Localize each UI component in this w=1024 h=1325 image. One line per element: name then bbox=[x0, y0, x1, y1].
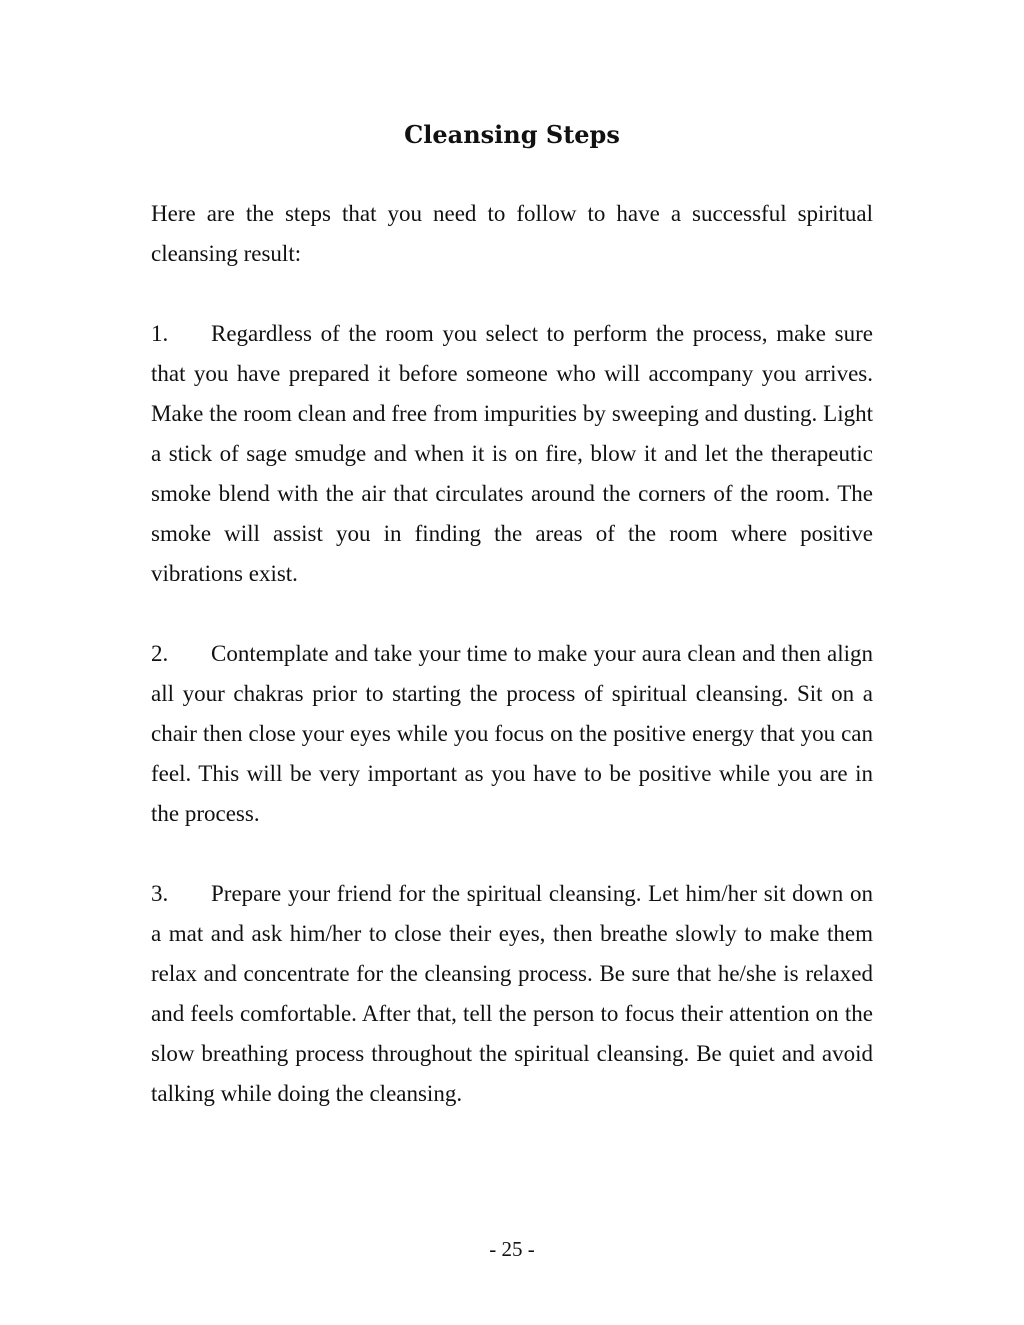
intro-paragraph: Here are the steps that you need to follow to have a successful spiritual cleansing result: bbox=[151, 201, 873, 266]
step-item-3 bbox=[151, 874, 873, 1114]
step-number: 1. bbox=[151, 321, 169, 346]
step-item-1 bbox=[151, 314, 873, 594]
step-text: Prepare your friend for the spiritual cleansing. Let him/her sit down on a mat and ask him/her to close their eyes, then breathe slowly to make them relax and concentrate for the cleansing process. Be sure that he/she is relaxed and feels comfortable. After that, tell the person to focus their attention on the slow breathing process throughout the spiritual cleansing. Be quiet and avoid talking while doing the cleansing. bbox=[151, 881, 873, 1106]
step-item-2 bbox=[151, 634, 873, 834]
step-text: Regardless of the room you select to perform the process, make sure that you have prepared it before someone who will accompany you arrives. Make the room clean and free from impurities by sweeping and dusting. Light a stick of sage smudge and when it is on fire, blow it and let the therapeutic smoke blend with the air that circulates around the corners of the room. The smoke will assist you in finding the areas of the room where positive vibrations exist. bbox=[151, 321, 873, 586]
page-title: Cleansing Steps bbox=[404, 120, 620, 149]
step-number: 2. bbox=[151, 641, 169, 666]
page-content bbox=[151, 194, 873, 1154]
page-number: - 25 - bbox=[489, 1237, 535, 1261]
step-number: 3. bbox=[151, 881, 169, 906]
step-text: Contemplate and take your time to make your aura clean and then align all your chakras prior to starting the process of spiritual cleansing. Sit on a chair then close your eyes while you focus on the positive energy that you can feel. This will be very important as you have to be positive while you are in the process. bbox=[151, 641, 873, 826]
